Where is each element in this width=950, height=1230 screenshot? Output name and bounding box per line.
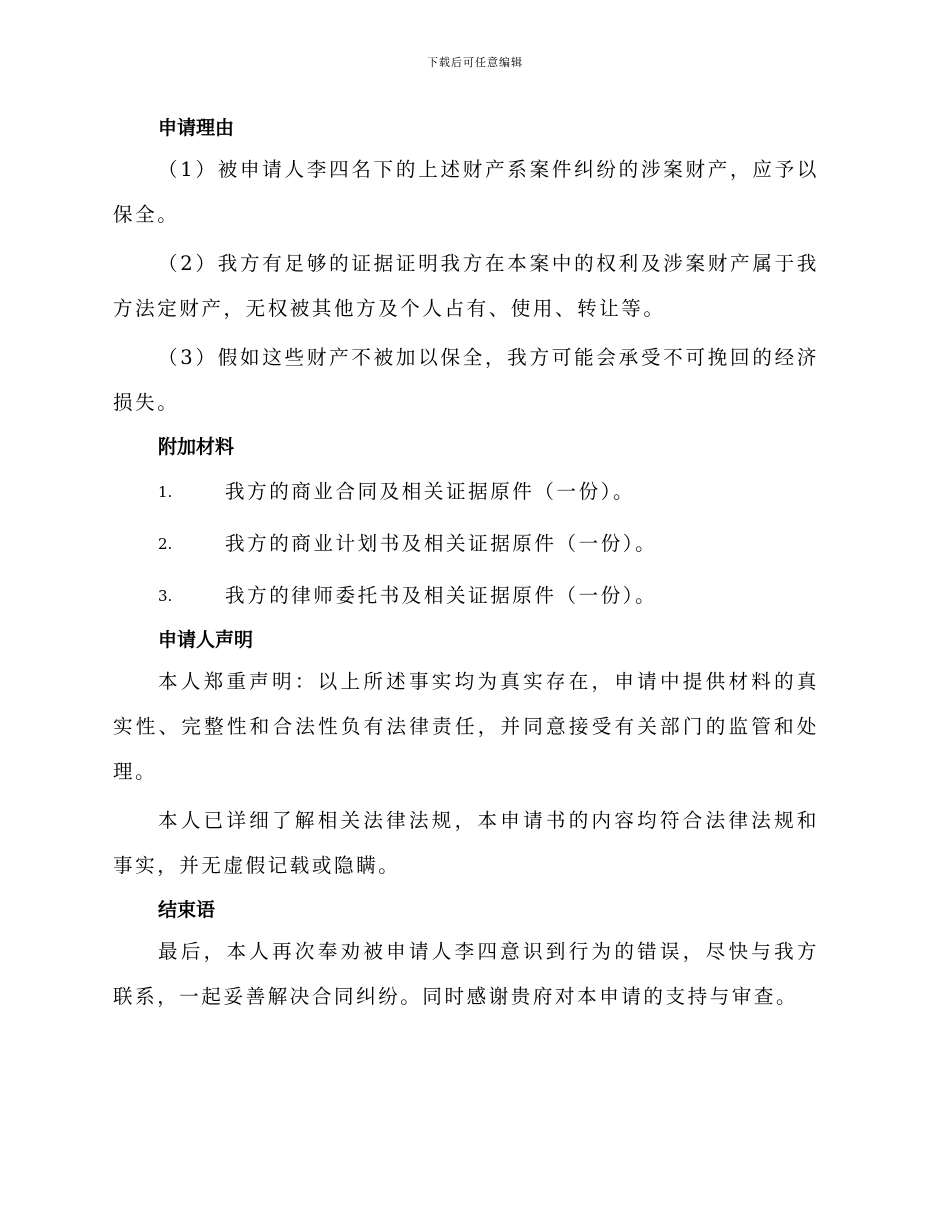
heading-reasons: 申请理由 xyxy=(158,117,235,139)
list-item xyxy=(113,466,819,518)
declaration-paragraph-1: 本人郑重声明：以上所述事实均为真实存在，申请中提供材料的真实性、完整性和合法性负有法律责任，并同意接受有关部门的监管和处理。 xyxy=(113,670,819,783)
list-item-text: 我方的商业计划书及相关证据原件（一份）。 xyxy=(225,532,658,555)
attachments-list xyxy=(113,466,819,622)
reason-paragraph-2: （2）我方有足够的证据证明我方在本案中的权利及涉案财产属于我方法定财产，无权被其他方及个人占有、使用、转让等。 xyxy=(113,252,819,320)
list-item-text: 我方的律师委托书及相关证据原件（一份）。 xyxy=(225,584,658,607)
conclusion-paragraph: 最后，本人再次奉劝被申请人李四意识到行为的错误，尽快与我方联系，一起妥善解决合同纠纷。同时感谢贵府对本申请的支持与审查。 xyxy=(113,940,819,1008)
list-item xyxy=(113,518,819,570)
heading-declaration: 申请人声明 xyxy=(158,629,254,651)
list-item-number: 3. xyxy=(158,587,173,605)
page-header-note: 下载后可任意编辑 xyxy=(427,56,523,69)
list-item-number: 2. xyxy=(158,535,173,553)
list-item-text: 我方的商业合同及相关证据原件（一份）。 xyxy=(225,480,636,503)
heading-attachments: 附加材料 xyxy=(158,436,235,458)
reason-paragraph-3: （3）假如这些财产不被加以保全，我方可能会承受不可挽回的经济损失。 xyxy=(113,346,819,414)
list-item-number: 1. xyxy=(158,483,173,501)
declaration-paragraph-2: 本人已详细了解相关法律法规，本申请书的内容均符合法律法规和事实，并无虚假记载或隐瞒。 xyxy=(113,809,819,877)
list-item xyxy=(113,570,819,622)
heading-conclusion: 结束语 xyxy=(158,899,216,921)
reason-paragraph-1: （1）被申请人李四名下的上述财产系案件纠纷的涉案财产，应予以保全。 xyxy=(113,158,819,226)
document-body xyxy=(113,110,819,1023)
